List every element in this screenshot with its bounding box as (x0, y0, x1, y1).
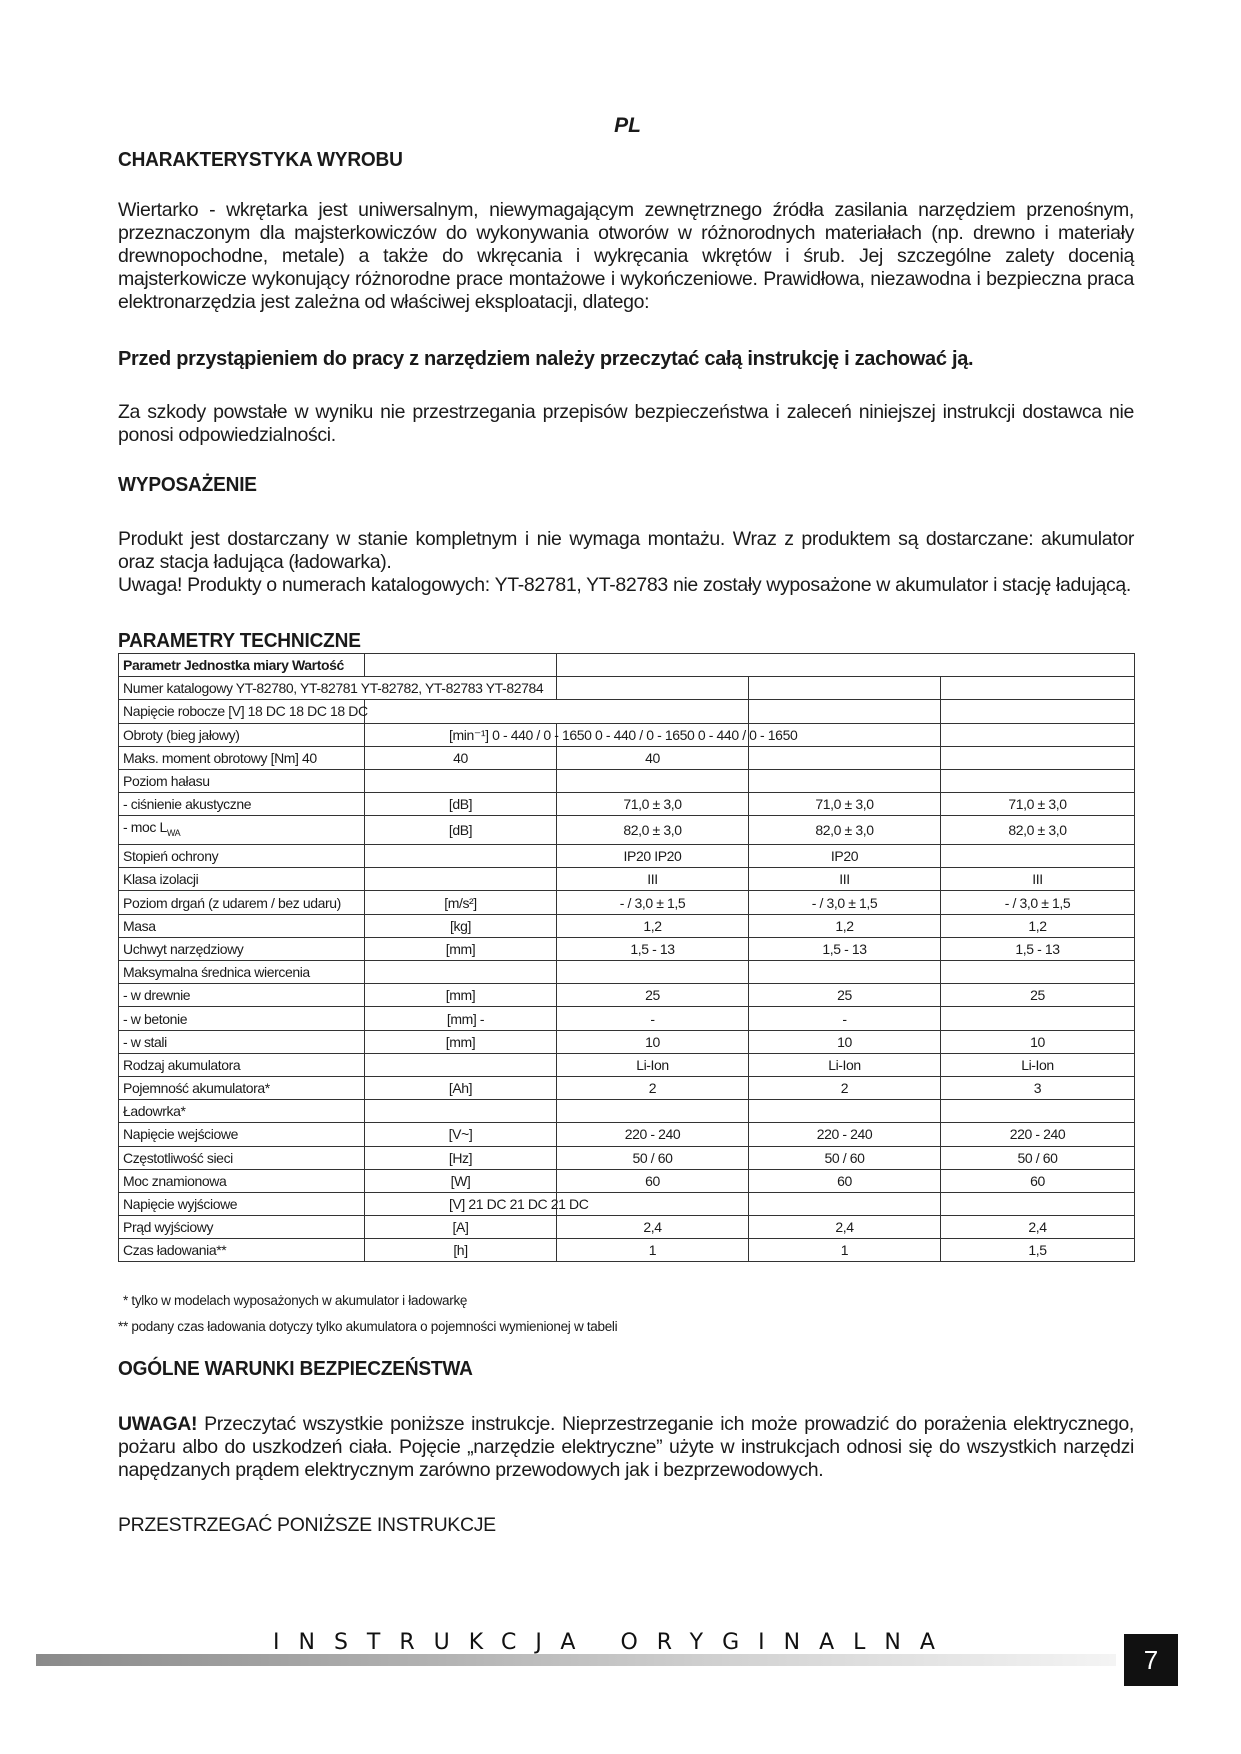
cell-unit: [W] (365, 1169, 557, 1192)
row-label-subscript: WA (166, 828, 181, 839)
table-footnotes (118, 1288, 617, 1340)
cell-value: 82,0 ± 3,0 (941, 816, 1135, 845)
footnote-2: ** podany czas ładowania dotyczy tylko akumulatora o pojemności wymienionej w tabeli (118, 1319, 618, 1334)
cell-value: 50 / 60 (941, 1146, 1135, 1169)
cell-value: 1,5 (941, 1239, 1135, 1262)
row-label: Moc znamionowa (119, 1169, 365, 1192)
cell-unit: [dB] (365, 816, 557, 845)
footnote-1: * tylko w modelach wyposażonych w akumulator i ładowarkę (123, 1293, 468, 1308)
cell-unit: [mm] (365, 937, 557, 960)
row-label: Napięcie wyjściowe (119, 1192, 365, 1215)
cell-value: 60 (557, 1169, 749, 1192)
main-content (118, 148, 1134, 653)
row-label: Stopień ochrony (119, 845, 365, 868)
cell-value: 10 (941, 1030, 1135, 1053)
cell-value: 1 (749, 1239, 941, 1262)
table-row (119, 1007, 1135, 1030)
cell-value: 3 (941, 1076, 1135, 1099)
cell-value: III (749, 868, 941, 891)
cell-value: 1,5 - 13 (557, 937, 749, 960)
cell-value: 71,0 ± 3,0 (941, 793, 1135, 816)
table-row (119, 1053, 1135, 1076)
cell-value: 60 (749, 1169, 941, 1192)
cell-value: 2 (557, 1076, 749, 1099)
table-row (119, 1076, 1135, 1099)
output-voltage-cell: [V] 21 DC 21 DC 21 DC (449, 1196, 589, 1213)
cell-unit: [mm] (365, 984, 557, 1007)
cell-unit: [m/s²] (365, 891, 557, 914)
cell-unit: [h] (365, 1239, 557, 1262)
cell-value: 1,2 (941, 914, 1135, 937)
table-row (119, 961, 1135, 984)
cell-value: 1,2 (557, 914, 749, 937)
cell-value: - (749, 1007, 941, 1030)
table-row (119, 1030, 1135, 1053)
table-row (119, 914, 1135, 937)
row-label: Prąd wyjściowy (119, 1216, 365, 1239)
cell-value: IP20 (749, 845, 941, 868)
row-label: - w betonie (119, 1007, 365, 1030)
section-title-parameters: PARAMETRY TECHNICZNE (118, 629, 361, 652)
table-row (119, 1100, 1135, 1123)
cell-value: 220 - 240 (941, 1123, 1135, 1146)
safety-section (118, 1357, 1134, 1537)
cell-value: 2,4 (557, 1216, 749, 1239)
liability-paragraph: Za szkody powstałe w wyniku nie przestrzegania przepisów bezpieczeństwa i zaleceń niniejszej instrukcji dostawca nie ponosi odpowiedzialności. (118, 401, 1134, 446)
cell-value: III (557, 868, 749, 891)
cell-value: 60 (941, 1169, 1135, 1192)
table-row (119, 700, 1135, 723)
cell-unit: [dB] (365, 793, 557, 816)
table-row (119, 845, 1135, 868)
warning-label: UWAGA! (118, 1413, 198, 1435)
table-row (119, 769, 1135, 792)
cell-value: 25 (557, 984, 749, 1007)
cell-value: III (941, 868, 1135, 891)
cell-value: 82,0 ± 3,0 (557, 816, 749, 845)
cell-value: 40 (557, 746, 749, 769)
technical-parameters-table (118, 653, 1135, 1262)
safety-warning-paragraph (118, 1413, 1134, 1482)
cell-value: IP20 IP20 (557, 845, 749, 868)
cell-unit (365, 868, 557, 891)
row-label: Obroty (bieg jałowy) (119, 723, 365, 746)
cell-value: 82,0 ± 3,0 (749, 816, 941, 845)
cell-value: 1 (557, 1239, 749, 1262)
cell-value: Li-Ion (941, 1053, 1135, 1076)
row-label: Rodzaj akumulatora (119, 1053, 365, 1076)
cell-value: - / 3,0 ± 1,5 (557, 891, 749, 914)
table-row (119, 1216, 1135, 1239)
cell-value: 71,0 ± 3,0 (557, 793, 749, 816)
table-row (119, 1192, 1135, 1215)
row-label: - w drewnie (119, 984, 365, 1007)
table-row (119, 816, 1135, 845)
page-number: 7 (1124, 1634, 1178, 1686)
table-row (119, 1239, 1135, 1262)
row-label: Uchwyt narzędziowy (119, 937, 365, 960)
section-title-characteristics: CHARAKTERYSTYKA WYROBU (118, 148, 403, 171)
table-row (119, 891, 1135, 914)
cell-unit: [Hz] (365, 1146, 557, 1169)
cell-value: 2,4 (749, 1216, 941, 1239)
section-title-safety: OGÓLNE WARUNKI BEZPIECZEŃSTWA (118, 1357, 473, 1380)
cell-unit: [Ah] (365, 1076, 557, 1099)
cell-value: 10 (557, 1030, 749, 1053)
table-row (119, 746, 1135, 769)
row-label: Ładowrka* (119, 1100, 365, 1123)
cell-value: 25 (941, 984, 1135, 1007)
table-row (119, 984, 1135, 1007)
cell-value: - / 3,0 ± 1,5 (749, 891, 941, 914)
equipment-paragraph: Produkt jest dostarczany w stanie kompletnym i nie wymaga montażu. Wraz z produktem są dostarczane: akumulator oraz stacja ładująca (ładowarka). (118, 528, 1134, 573)
row-label: Poziom hałasu (119, 769, 365, 792)
cell-value: 2 (749, 1076, 941, 1099)
cell-value: 40 (365, 746, 557, 769)
table-row (119, 654, 1135, 677)
row-label: Pojemność akumulatora* (119, 1076, 365, 1099)
table-row (119, 937, 1135, 960)
table-row (119, 1123, 1135, 1146)
row-label-text: - moc L (123, 819, 167, 836)
cell-value: 10 (749, 1030, 941, 1053)
row-label: Maksymalna średnica wiercenia (119, 961, 365, 984)
cell-unit: [A] (365, 1216, 557, 1239)
table-row (119, 868, 1135, 891)
row-label: - ciśnienie akustyczne (119, 793, 365, 816)
cell-value: Li-Ion (557, 1053, 749, 1076)
table-row (119, 677, 1135, 700)
cell-value: 25 (749, 984, 941, 1007)
footer-label: INSTRUKCJA ORYGINALNA (273, 1630, 954, 1655)
follow-instructions-text: PRZESTRZEGAĆ PONIŻSZE INSTRUKCJE (118, 1514, 496, 1536)
cell-unit: [V~] (365, 1123, 557, 1146)
row-label: - w stali (119, 1030, 365, 1053)
row-label: Napięcie wejściowe (119, 1123, 365, 1146)
row-label: Poziom drgań (z udarem / bez udaru) (119, 891, 365, 914)
read-instructions-note: Przed przystąpieniem do pracy z narzędziem należy przeczytać całą instrukcję i zachować ją. (118, 348, 974, 370)
table-header-cell: Parametr Jednostka miary Wartość (119, 654, 365, 677)
cell-unit: [mm] - (365, 1007, 557, 1030)
characteristics-paragraph: Wiertarko - wkrętarka jest uniwersalnym, niewymagającym zewnętrznego źródła zasilania narzędziem przenośnym, przeznaczonym dla majsterkowiczów do wykonywania otworów w różnorodnych materiałach (np. drewno i materiały drewnopochodne, metale) a także do wkręcania i wykręcania wkrętów i śrub. Jej szczególne zalety docenią majsterkowicze wykonujący różnorodne prace montażowe i wykończeniowe. Prawidłowa, niezawodna i bezpieczna praca elektronarzędzia jest zależna od właściwej eksploatacji, dlatego: (118, 199, 1134, 313)
cell-value: 50 / 60 (557, 1146, 749, 1169)
cell-value: - / 3,0 ± 1,5 (941, 891, 1135, 914)
table-row (119, 1146, 1135, 1169)
table-row (119, 723, 1135, 746)
row-label: Masa (119, 914, 365, 937)
row-label: Maks. moment obrotowy [Nm] 40 (119, 746, 365, 769)
row-label: Czas ładowania** (119, 1239, 365, 1262)
language-code: PL (614, 114, 641, 137)
cell-value: Li-Ion (749, 1053, 941, 1076)
row-label: Częstotliwość sieci (119, 1146, 365, 1169)
table-row (119, 793, 1135, 816)
cell-value: 1,5 - 13 (749, 937, 941, 960)
speed-value-cell: [min⁻¹] 0 - 440 / 0 - 1650 0 - 440 / 0 - 1650 0 - 440 / 0 - 1650 (449, 726, 798, 743)
cell-value: 71,0 ± 3,0 (749, 793, 941, 816)
table-row (119, 1169, 1135, 1192)
equipment-warning: Uwaga! Produkty o numerach katalogowych: YT-82781, YT-82783 nie zostały wyposażone w akumulator i stację ładującą. (118, 574, 1131, 596)
cell-value: - (557, 1007, 749, 1030)
row-label: Klasa izolacji (119, 868, 365, 891)
warning-text: Przeczytać wszystkie poniższe instrukcje. Nieprzestrzeganie ich może prowadzić do porażenia elektrycznego, pożaru albo do uszkodzeń ciała. Pojęcie „narzędzie elektryczne” użyte w instrukcjach odnosi się do wszystkich narzędzi napędzanych prądem elektrycznym zarówno przewodowych jak i bezprzewodowych. (118, 1413, 1134, 1481)
operating-voltage-cell: Napięcie robocze [V] 18 DC 18 DC 18 DC (123, 703, 368, 720)
cell-unit: [kg] (365, 914, 557, 937)
footer-gradient-bar (36, 1654, 1116, 1666)
cell-value: 220 - 240 (749, 1123, 941, 1146)
cell-value: 1,5 - 13 (941, 937, 1135, 960)
section-title-equipment: WYPOSAŻENIE (118, 473, 257, 496)
cell-value: 50 / 60 (749, 1146, 941, 1169)
cell-unit: [mm] (365, 1030, 557, 1053)
cell-value: 1,2 (749, 914, 941, 937)
cell-value: 220 - 240 (557, 1123, 749, 1146)
row-label (119, 816, 365, 845)
cell-value: 2,4 (941, 1216, 1135, 1239)
catalog-number-cell: Numer katalogowy YT-82780, YT-82781 YT-82782, YT-82783 YT-82784 (123, 680, 544, 697)
